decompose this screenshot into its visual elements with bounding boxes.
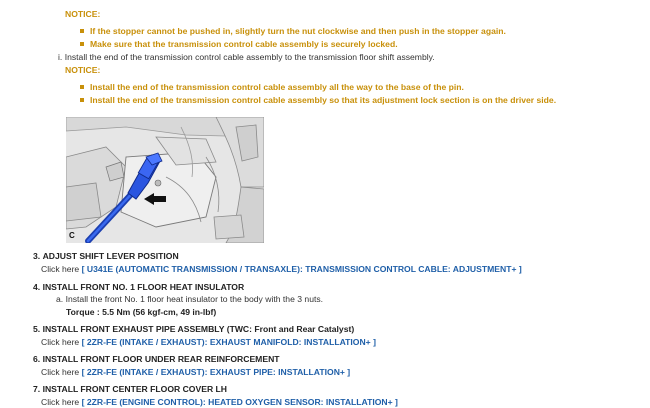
exhaust-pipe-installation-link[interactable]: [ 2ZR-FE (INTAKE / EXHAUST): EXHAUST PIPE: INSTALLATION+ ]	[81, 367, 351, 377]
notice-bullet	[80, 39, 398, 49]
step-number: 3.	[33, 251, 41, 261]
step-3-link-row	[41, 264, 522, 274]
substep-marker: i.	[58, 52, 63, 62]
step-title: INSTALL FRONT CENTER FLOOR COVER LH	[42, 384, 228, 394]
step-title: INSTALL FRONT NO. 1 FLOOR HEAT INSULATOR	[42, 282, 245, 292]
substep-text: Install the front No. 1 floor heat insulator to the body with the 3 nuts.	[65, 294, 324, 304]
step-6	[33, 354, 280, 364]
step-number: 4.	[33, 282, 41, 292]
bullet-square-icon	[80, 98, 84, 102]
bullet-square-icon	[80, 29, 84, 33]
step-3	[33, 251, 179, 261]
notice-bullet	[80, 82, 464, 92]
step-number: 5.	[33, 324, 41, 334]
click-here-label: Click here	[41, 264, 80, 274]
bullet-square-icon	[80, 42, 84, 46]
step-title: ADJUST SHIFT LEVER POSITION	[42, 251, 179, 261]
substep-text: Install the end of the transmission control cable assembly to the transmission floor shift assembly.	[64, 52, 435, 62]
click-here-label: Click here	[41, 367, 80, 377]
step-title: INSTALL FRONT EXHAUST PIPE ASSEMBLY (TWC: Front and Rear Catalyst)	[42, 324, 355, 334]
cable-installation-diagram	[66, 117, 264, 243]
step-number: 6.	[33, 354, 41, 364]
click-here-label: Click here	[41, 397, 80, 407]
step-7	[33, 384, 227, 394]
notice-heading: NOTICE:	[65, 9, 101, 19]
notice-bullet-text: Install the end of the transmission control cable assembly so that its adjustment lock section is on the driver side.	[90, 95, 557, 105]
step-4-substep	[56, 294, 323, 304]
step-7-link-row	[41, 397, 398, 407]
step-number: 7.	[33, 384, 41, 394]
notice-bullet-text: Install the end of the transmission control cable assembly all the way to the base of the pin.	[90, 82, 464, 92]
step-5	[33, 324, 354, 334]
notice-bullet	[80, 26, 506, 36]
step-title: INSTALL FRONT FLOOR UNDER REAR REINFORCEMENT	[42, 354, 280, 364]
step-6-link-row	[41, 367, 350, 377]
notice-heading: NOTICE:	[65, 65, 101, 75]
exhaust-manifold-installation-link[interactable]: [ 2ZR-FE (INTAKE / EXHAUST): EXHAUST MANIFOLD: INSTALLATION+ ]	[81, 337, 376, 347]
bullet-square-icon	[80, 85, 84, 89]
substep-marker: a.	[56, 294, 64, 304]
figure-caption-letter: C	[69, 231, 75, 240]
transmission-cable-adjustment-link[interactable]: [ U341E (AUTOMATIC TRANSMISSION / TRANSAXLE): TRANSMISSION CONTROL CABLE: ADJUSTMENT+ ]	[81, 264, 522, 274]
substep-i	[58, 52, 435, 62]
notice-bullet	[80, 95, 556, 105]
installation-illustration	[66, 117, 264, 243]
notice-bullet-text: If the stopper cannot be pushed in, slightly turn the nut clockwise and then push in the stopper again.	[90, 26, 506, 36]
step-5-link-row	[41, 337, 376, 347]
torque-spec: Torque : 5.5 Nm (56 kgf-cm, 49 in-lbf)	[66, 307, 217, 317]
oxygen-sensor-installation-link[interactable]: [ 2ZR-FE (ENGINE CONTROL): HEATED OXYGEN SENSOR: INSTALLATION+ ]	[81, 397, 398, 407]
click-here-label: Click here	[41, 337, 80, 347]
notice-bullet-text: Make sure that the transmission control cable assembly is securely locked.	[90, 39, 398, 49]
step-4	[33, 282, 244, 292]
